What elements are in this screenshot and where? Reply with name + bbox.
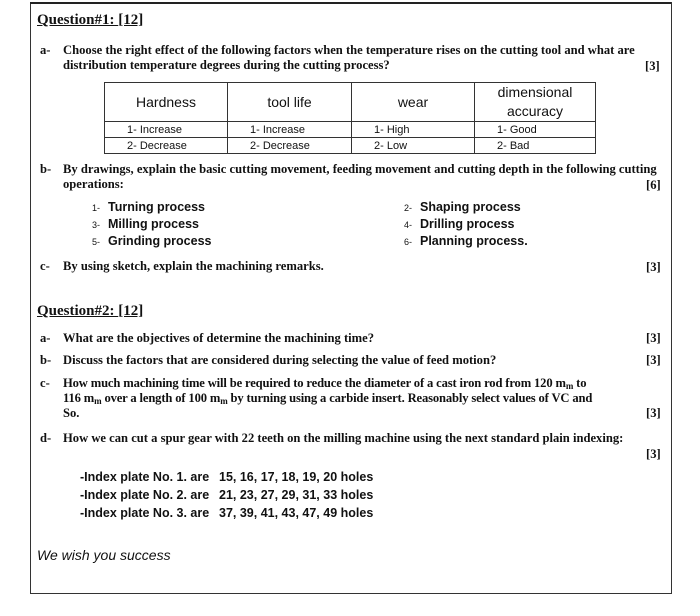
q2d-letter: d-	[40, 431, 52, 445]
header-tool-life: tool life	[228, 83, 352, 122]
table-row	[105, 138, 596, 154]
cell-accuracy-1: 1- Good	[475, 122, 596, 138]
op-milling: 3- Milling process	[92, 217, 199, 231]
cell-tool-life-2: 2- Decrease	[228, 138, 352, 154]
cell-hardness-1: 1- Increase	[105, 122, 228, 138]
op-planning: 6- Planning process.	[404, 234, 528, 248]
q1a-marks: [3]	[645, 59, 660, 73]
header-hardness: Hardness	[105, 83, 228, 122]
q1b-marks: [6]	[646, 178, 661, 192]
q1c-text: By using sketch, explain the machining remarks.	[63, 259, 324, 273]
question-1-points: [12]	[118, 12, 144, 28]
cell-hardness-2: 2- Decrease	[105, 138, 228, 154]
q2c-line-2: 116 $m_m$ over a length of 100 $m_m$ by turning using a carbide insert. Reasonably select values of VC and	[63, 391, 593, 406]
question-2-label: Question#2:	[37, 303, 115, 319]
question-2-title	[37, 303, 143, 320]
q2c-line-1: How much machining time will be required to reduce the diameter of a cast iron rod from 120 $m_m$ to	[63, 376, 587, 391]
q2c-line-3: So.	[63, 406, 80, 420]
effects-table	[104, 82, 596, 154]
index-plate-2: -Index plate No. 2. are 21, 23, 27, 29, 31, 33 holes	[80, 488, 374, 502]
top-rule	[30, 2, 671, 4]
cell-accuracy-2: 2- Bad	[475, 138, 596, 154]
q2b-marks: [3]	[646, 353, 661, 367]
q1a-text: Choose the right effect of the following factors when the temperature rises on the cutting tool and what are distribution temperature degrees during the cutting process?	[63, 43, 635, 72]
q2a-letter: a-	[40, 331, 51, 345]
cell-tool-life-1: 1- Increase	[228, 122, 352, 138]
cell-wear-2: 2- Low	[352, 138, 475, 154]
index-plate-1: -Index plate No. 1. are 15, 16, 17, 18, 19, 20 holes	[80, 470, 374, 484]
op-drilling: 4- Drilling process	[404, 217, 515, 231]
q2d-text: How we can cut a spur gear with 22 teeth on the milling machine using the next standard plain indexing:	[63, 431, 624, 445]
q2c-letter: c-	[40, 376, 50, 390]
op-turning: 1- Turning process	[92, 200, 206, 214]
op-grinding: 5- Grinding process	[92, 234, 212, 248]
question-1-title	[37, 12, 143, 29]
header-wear: wear	[352, 83, 475, 122]
question-1-label: Question#1:	[37, 12, 115, 28]
op-shaping: 2- Shaping process	[404, 200, 521, 214]
index-plate-3: -Index plate No. 3. are 37, 39, 41, 43, 47, 49 holes	[80, 506, 374, 520]
q1c-letter: c-	[40, 259, 50, 273]
q2b-text: Discuss the factors that are considered during selecting the value of feed motion?	[63, 353, 497, 367]
q1a-letter: a-	[40, 43, 51, 57]
table-row	[105, 122, 596, 138]
q2b-letter: b-	[40, 353, 52, 367]
closing-message: We wish you success	[37, 547, 171, 563]
cell-wear-1: 1- High	[352, 122, 475, 138]
q2a-marks: [3]	[646, 331, 661, 345]
question-2-points: [12]	[118, 303, 144, 319]
header-dimensional-accuracy: dimensional accuracy	[475, 83, 596, 122]
q1b-letter: b-	[40, 162, 52, 176]
q1b-text: By drawings, explain the basic cutting movement, feeding movement and cutting depth in the following cutting operations:	[63, 162, 657, 191]
q2c-marks: [3]	[646, 406, 661, 420]
q1c-marks: [3]	[646, 260, 661, 274]
q2d-marks: [3]	[646, 447, 661, 461]
q2a-text: What are the objectives of determine the machining time?	[63, 331, 375, 345]
